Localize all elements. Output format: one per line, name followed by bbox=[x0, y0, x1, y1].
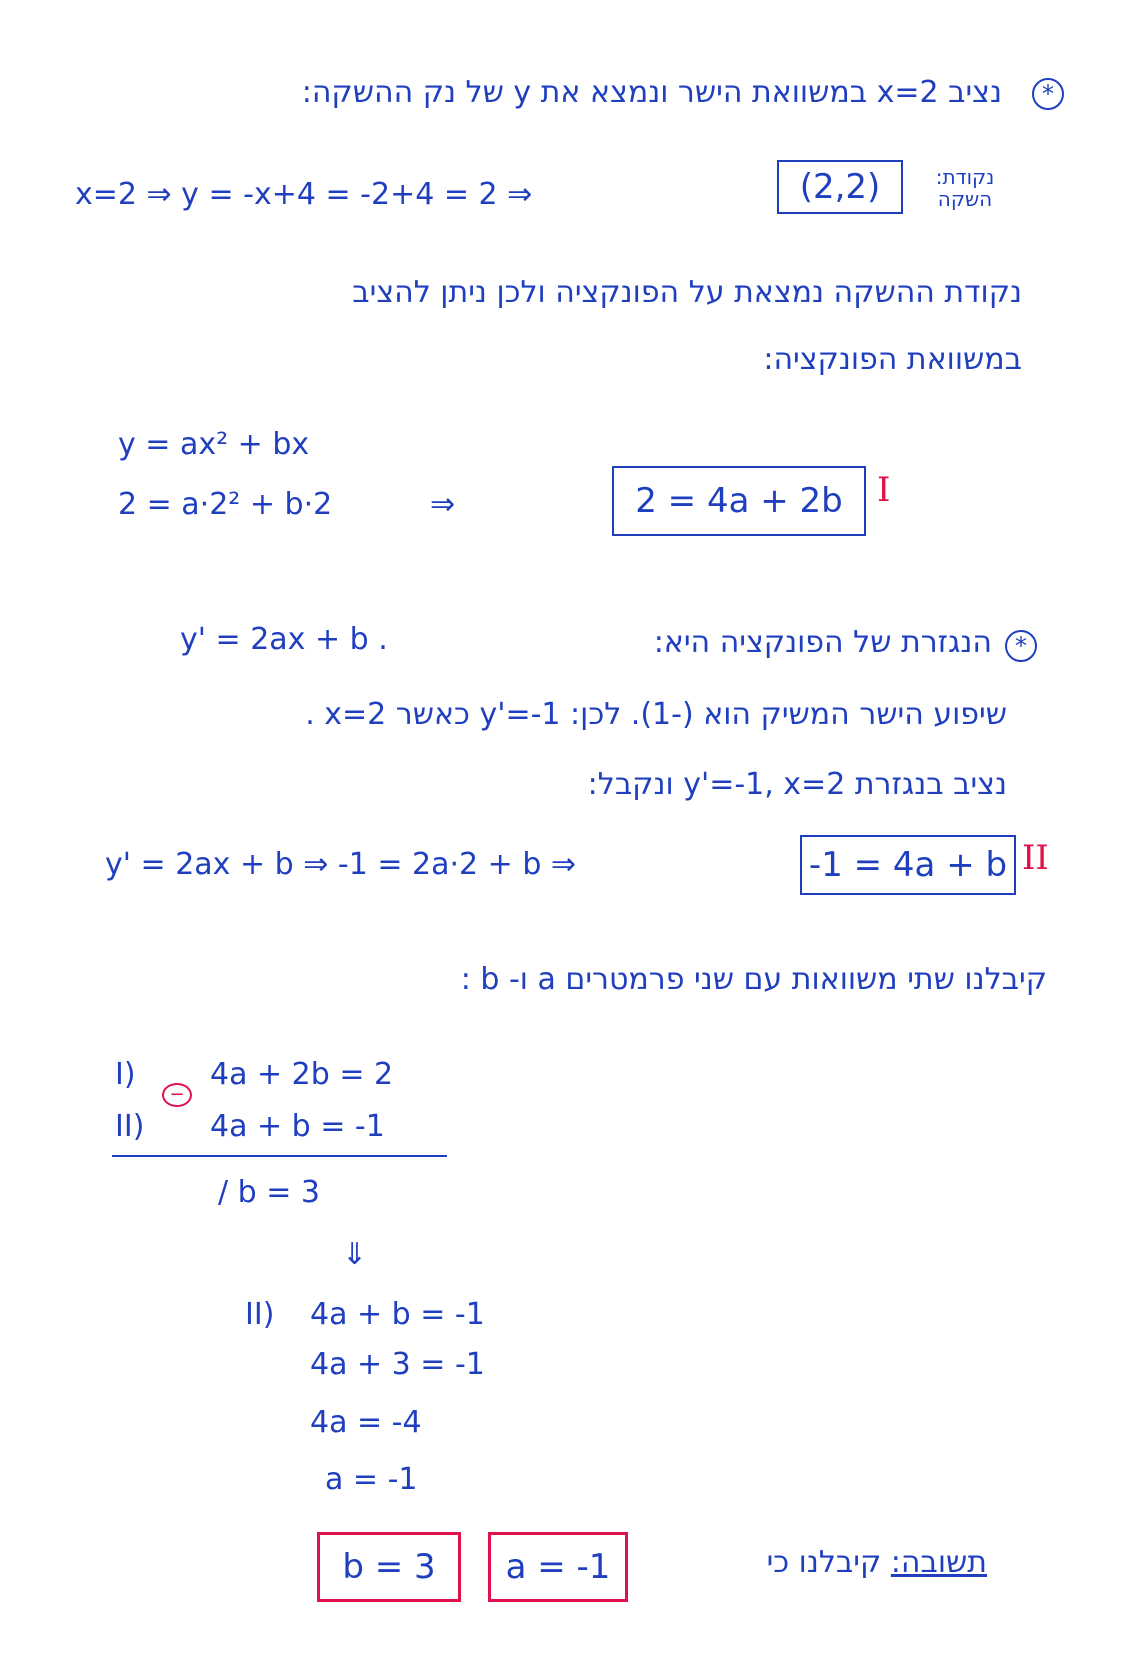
step2-line2: שיפוע הישר המשיק הוא (-1). לכן: y'=-1 כאשר x=2 . bbox=[305, 697, 1007, 732]
sub-step-2: 4a + 3 = -1 bbox=[310, 1347, 485, 1382]
derivative: y' = 2ax + b . bbox=[180, 622, 388, 657]
tangent-point-label: נקודת: השקה bbox=[935, 165, 995, 211]
step2-line3: נציב בנגזרת y'=-1, x=2 ונקבל: bbox=[587, 767, 1007, 802]
row1-label: I) bbox=[115, 1057, 136, 1092]
eq-II-box: -1 = 4a + b bbox=[800, 835, 1016, 895]
sub-step-3: 4a = -4 bbox=[310, 1405, 422, 1440]
row1: 4a + 2b = 2 bbox=[210, 1057, 394, 1092]
step2-line1: הנגזרת של הפונקציה היא: bbox=[653, 625, 992, 660]
eq-II-label: II bbox=[1022, 838, 1049, 878]
answer-text bbox=[766, 1545, 987, 1580]
step1-calc: x=2 ⇒ y = -x+4 = -2+4 = 2 ⇒ bbox=[75, 177, 533, 212]
down-arrow: ⇓ bbox=[342, 1237, 368, 1272]
b-result: / b = 3 bbox=[218, 1175, 320, 1210]
step1-note-1: נקודת ההשקה נמצאת על הפונקציה ולכן ניתן להציב bbox=[352, 275, 1022, 310]
step1-heading: נציב x=2 במשוואת הישר ונמצא את y של נק ההשקה: bbox=[301, 75, 1002, 110]
step1-note-2: במשוואת הפונקציה: bbox=[763, 342, 1022, 377]
star-bullet-1: * bbox=[1032, 78, 1064, 110]
sub-step-4: a = -1 bbox=[325, 1462, 418, 1497]
step2-calc: y' = 2ax + b ⇒ -1 = 2a·2 + b ⇒ bbox=[105, 847, 577, 882]
answer-a-box: a = -1 bbox=[488, 1532, 628, 1602]
arrow-1: ⇒ bbox=[430, 487, 456, 522]
eq-general: y = ax² + bx bbox=[118, 427, 310, 462]
sub-step-1: 4a + b = -1 bbox=[310, 1297, 485, 1332]
subtraction-line bbox=[112, 1155, 447, 1157]
step3-line: קיבלנו שתי משוואות עם שני פרמטרים a ו- b : bbox=[460, 962, 1047, 997]
row2: 4a + b = -1 bbox=[210, 1109, 385, 1144]
eq-I-box: 2 = 4a + 2b bbox=[612, 466, 866, 536]
eq-I-label: I bbox=[877, 470, 891, 510]
answer-phrase: קיבלנו כי bbox=[766, 1545, 882, 1580]
answer-label: תשובה: bbox=[890, 1545, 987, 1580]
sub-label: II) bbox=[245, 1297, 275, 1332]
row2-label: II) bbox=[115, 1109, 145, 1144]
answer-b-box: b = 3 bbox=[317, 1532, 461, 1602]
subtract-sign: − bbox=[162, 1083, 192, 1107]
star-bullet-2: * bbox=[1005, 630, 1037, 662]
tangent-point-box: (2,2) bbox=[777, 160, 903, 214]
eq-substituted: 2 = a·2² + b·2 bbox=[118, 487, 333, 522]
